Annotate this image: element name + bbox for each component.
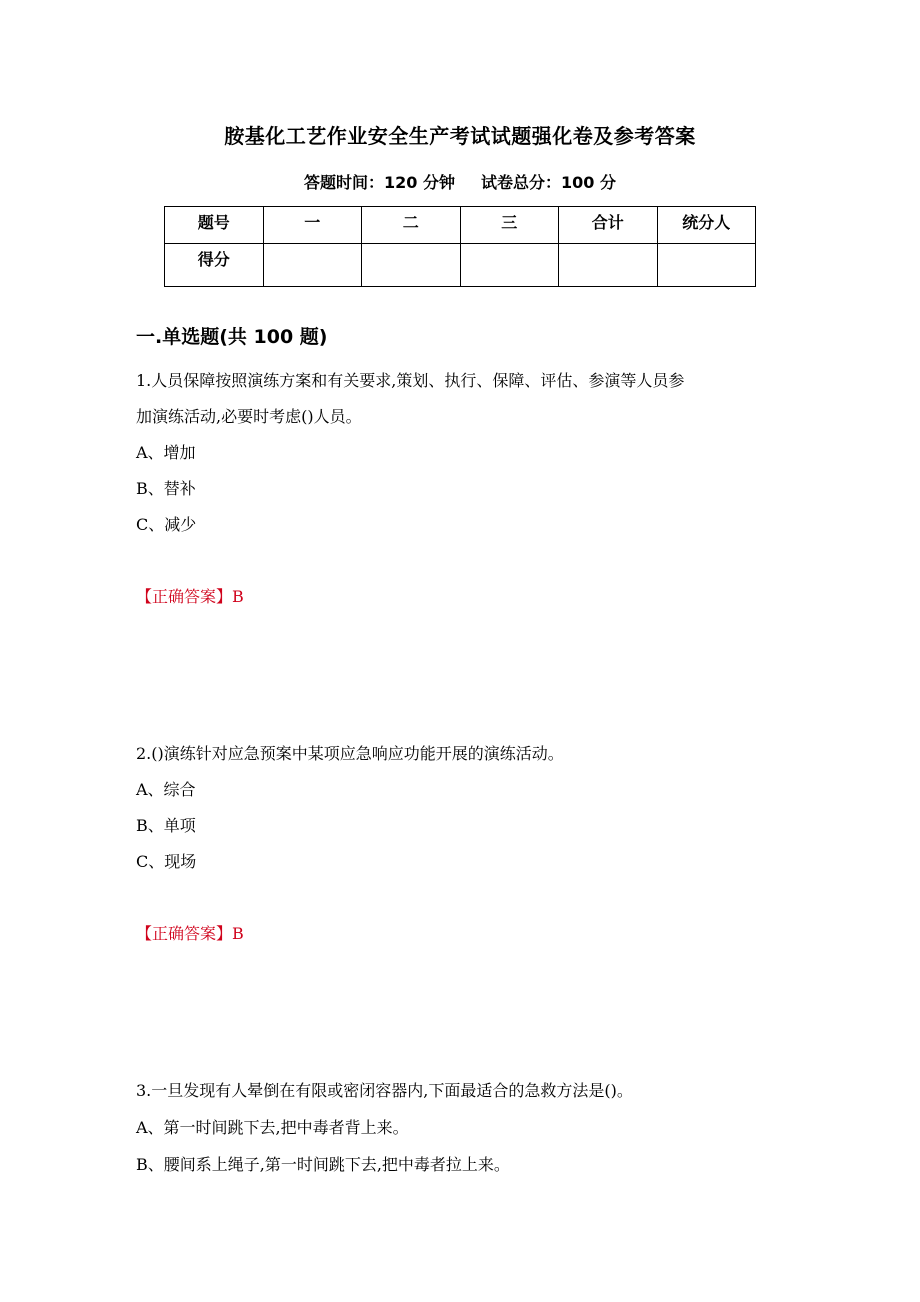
score-table-header: 合计 bbox=[559, 207, 658, 244]
section-heading: 一.单选题(共 100 题) bbox=[136, 326, 328, 348]
score-table-header-row bbox=[165, 207, 756, 244]
score-table bbox=[164, 206, 756, 287]
exam-time: 答题时间：120 分钟 bbox=[304, 173, 455, 192]
question-2-answer bbox=[136, 921, 244, 944]
answer-label: 【正确答案】 bbox=[136, 924, 233, 943]
score-table-cell bbox=[263, 244, 362, 287]
score-table-header: 题号 bbox=[165, 207, 264, 244]
score-table-header: 三 bbox=[460, 207, 559, 244]
score-table-cell bbox=[362, 244, 461, 287]
question-3-option-a: A、第一时间跳下去,把中毒者背上来。 bbox=[136, 1118, 409, 1137]
exam-meta bbox=[0, 170, 920, 193]
score-table-header: 二 bbox=[362, 207, 461, 244]
question-2-option-a: A、综合 bbox=[136, 780, 196, 799]
exam-total-score: 试卷总分：100 分 bbox=[481, 173, 616, 192]
score-table-cell bbox=[559, 244, 658, 287]
score-table-cell bbox=[460, 244, 559, 287]
question-1-option-a: A、增加 bbox=[136, 443, 196, 462]
answer-value: B bbox=[232, 587, 244, 606]
document-title: 胺基化工艺作业安全生产考试试题强化卷及参考答案 bbox=[224, 124, 696, 148]
score-table-header: 统分人 bbox=[657, 207, 756, 244]
question-2-stem-line-1: 2.()演练针对应急预案中某项应急响应功能开展的演练活动。 bbox=[136, 744, 564, 763]
question-1-option-b: B、替补 bbox=[136, 479, 196, 498]
score-table-header: 一 bbox=[263, 207, 362, 244]
score-table-row bbox=[165, 244, 756, 287]
answer-label: 【正确答案】 bbox=[136, 587, 233, 606]
question-1-option-c: C、减少 bbox=[136, 515, 197, 534]
answer-value: B bbox=[232, 924, 244, 943]
question-2-option-c: C、现场 bbox=[136, 852, 197, 871]
question-1-answer bbox=[136, 584, 244, 607]
question-1-stem-line-2: 加演练活动,必要时考虑()人员。 bbox=[136, 407, 362, 426]
question-3-option-b: B、腰间系上绳子,第一时间跳下去,把中毒者拉上来。 bbox=[136, 1155, 510, 1174]
question-1-stem-line-1: 1.人员保障按照演练方案和有关要求,策划、执行、保障、评估、参演等人员参 bbox=[136, 371, 685, 390]
score-table-row-label: 得分 bbox=[165, 244, 264, 287]
question-3-stem-line-1: 3.一旦发现有人晕倒在有限或密闭容器内,下面最适合的急救方法是()。 bbox=[136, 1081, 633, 1100]
question-2-option-b: B、单项 bbox=[136, 816, 196, 835]
score-table-cell bbox=[657, 244, 756, 287]
